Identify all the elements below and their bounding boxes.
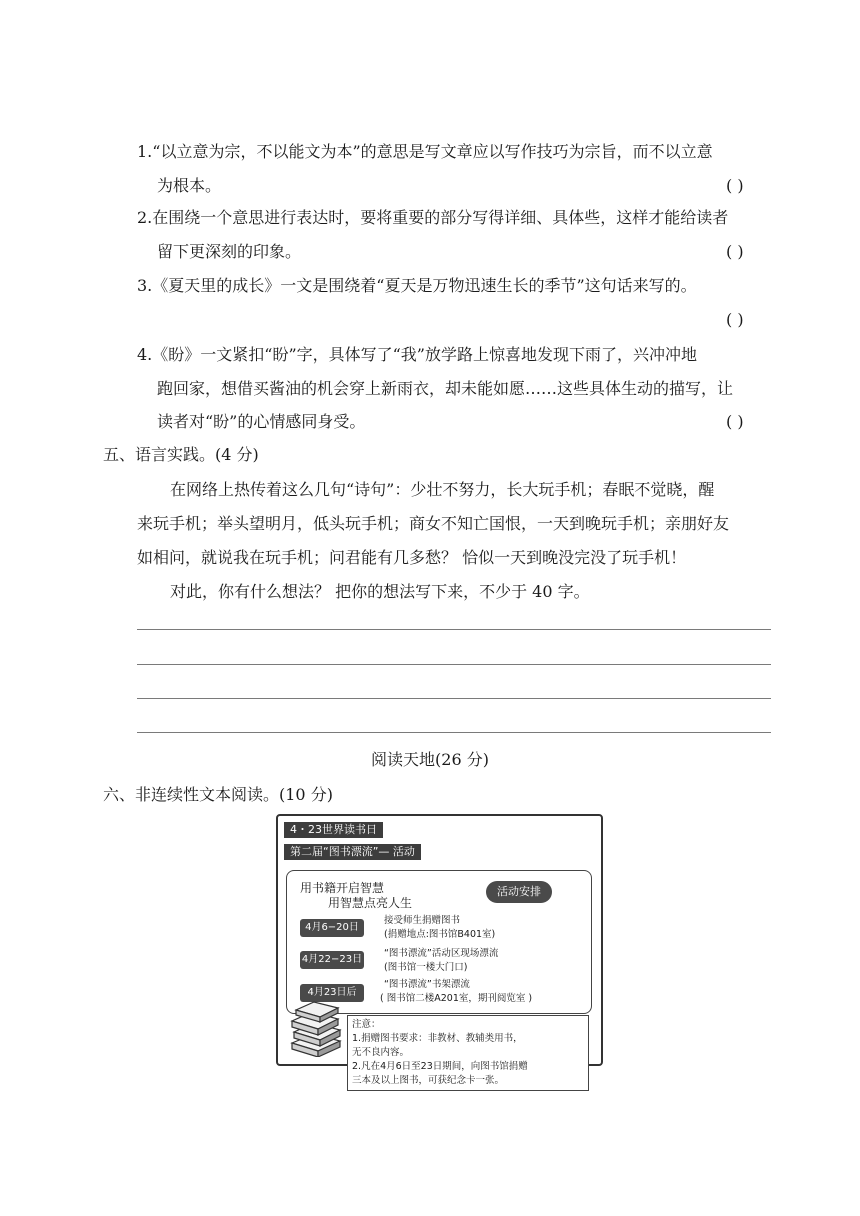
reading-day-poster [276, 814, 603, 1086]
judgement-item-2-line-1: 2.在围绕一个意思进行表达时，要将重要的部分写得详细、具体些，这样才能给读者 [137, 208, 729, 227]
poster-notice-title: 注意： [352, 1019, 381, 1030]
reading-section-title: 阅读天地(26 分) [371, 750, 489, 769]
poster-date-3: 4月23日后 [300, 984, 364, 1002]
writing-line-4[interactable] [137, 732, 771, 733]
poster-row-2-desc-2: (图书馆一楼大门口) [384, 962, 468, 973]
poster-notice-line-1: 1.捐赠图书要求：非教材、教辅类用书， [352, 1033, 523, 1044]
poster-activity-title-tag: 第二届“图书漂流”— 活动 [284, 844, 421, 860]
writing-line-3[interactable] [137, 698, 771, 699]
section-5-paragraph-1-line-1: 在网络上热传着这么几句“诗句”：少壮不努力，长大玩手机；春眠不觉晓，醒 [170, 480, 715, 499]
judgement-item-4-line-2: 跑回家，想借买酱油的机会穿上新雨衣，却未能如愿……这些具体生动的描写，让 [157, 379, 734, 398]
section-6-heading: 六、非连续性文本阅读。(10 分) [103, 785, 333, 804]
poster-schedule-panel [286, 870, 592, 1014]
judgement-item-4-answer-paren[interactable]: ( ) [726, 412, 744, 431]
poster-row-1-desc-1: 接受师生捐赠图书 [384, 915, 461, 926]
poster-world-book-day-tag: 4・23世界读书日 [284, 822, 383, 838]
judgement-item-3-answer-paren[interactable]: ( ) [726, 310, 744, 329]
section-5-paragraph-1-line-3: 如相问，就说我在玩手机；问君能有几多愁？ 恰似一天到晚没完没了玩手机！ [137, 548, 687, 567]
judgement-item-1-answer-paren[interactable]: ( ) [726, 176, 744, 195]
section-5-paragraph-1-line-2: 来玩手机；举头望明月，低头玩手机；商女不知亡国恨，一天到晚玩手机；亲朋好友 [137, 514, 730, 533]
poster-date-1: 4月6−20日 [300, 919, 364, 937]
judgement-item-1-line-1: 1.“以立意为宗，不以能文为本”的意思是写文章应以写作技巧为宗旨，而不以立意 [137, 142, 713, 161]
stack-of-books-icon [288, 999, 344, 1057]
poster-row-3-desc-1: “图书漂流”书架漂流 [384, 979, 470, 990]
poster-schedule-label: 活动安排 [486, 881, 552, 903]
judgement-item-2-answer-paren[interactable]: ( ) [726, 242, 744, 261]
section-5-paragraph-2: 对此，你有什么想法？ 把你的想法写下来，不少于 40 字。 [170, 582, 590, 601]
poster-date-2: 4月22−23日 [300, 951, 364, 969]
poster-row-1-desc-2: (捐赠地点:图书馆B401室) [384, 929, 496, 940]
judgement-item-4-line-1: 4.《盼》一文紧扣“盼”字，具体写了“我”放学路上惊喜地发现下雨了，兴冲冲地 [137, 345, 697, 364]
writing-line-1[interactable] [137, 629, 771, 630]
poster-notice-line-3: 2.凡在4月6日至23日期间，向图书馆捐赠 [352, 1061, 528, 1072]
judgement-item-3-line-1: 3.《夏天里的成长》一文是围绕着“夏天是万物迅速生长的季节”这句话来写的。 [137, 276, 697, 295]
judgement-item-4-line-3: 读者对“盼”的心情感同身受。 [157, 412, 366, 431]
poster-slogan-1: 用书籍开启智慧 [300, 881, 385, 895]
poster-row-2-desc-1: “图书漂流”活动区现场漂流 [384, 948, 499, 959]
writing-line-2[interactable] [137, 664, 771, 665]
poster-row-3-desc-2: ( 图书馆二楼A201室，期刊阅览室 ) [380, 993, 533, 1004]
poster-notice-line-2: 无不良内容。 [352, 1047, 410, 1058]
judgement-item-1-line-2: 为根本。 [157, 176, 222, 195]
poster-notice-line-4: 三本及以上图书，可获纪念卡一张。 [352, 1075, 505, 1086]
judgement-item-2-line-2: 留下更深刻的印象。 [157, 242, 302, 261]
poster-slogan-2: 用智慧点亮人生 [328, 896, 413, 910]
poster-notice-box [347, 1015, 589, 1091]
section-5-heading: 五、语言实践。(4 分) [103, 445, 259, 464]
